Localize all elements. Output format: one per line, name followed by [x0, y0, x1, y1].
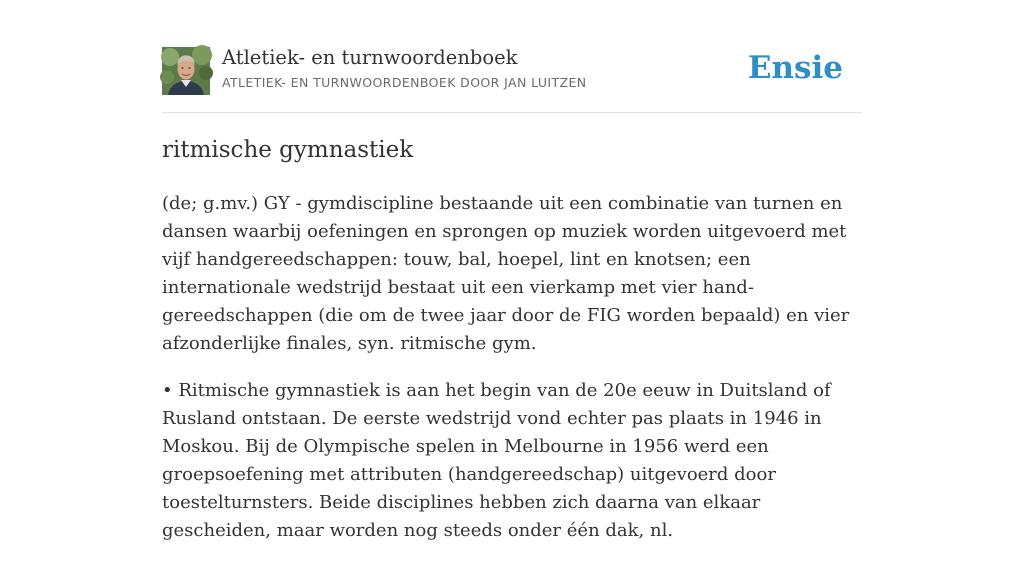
ensie-logo-link[interactable]: Ensie: [747, 50, 843, 86]
dictionary-subtitle[interactable]: ATLETIEK- EN TURNWOORDENBOEK DOOR JAN LUITZEN: [222, 75, 587, 90]
header-divider: [162, 112, 862, 113]
entry-definition: [162, 190, 862, 564]
definition-paragraph: (de; g.mv.) GY - gymdiscipline bestaande uit een combinatie van turnen en dansen waarbij oefeningen en sprongen op muziek worden uitgevoerd met vijf handgereedschappen: touw, bal, hoepel, lint en knotsen; een internationale wedstrijd bestaat uit een vierkamp met vier hand- gereedschappen (die om de twee jaar door de FIG worden bepaald) en vier afzonderlijke finales, syn. ritmische gym.: [162, 193, 850, 354]
dictionary-header: [162, 45, 862, 97]
history-paragraph: • Ritmische gymnastiek is aan het begin van de 20e eeuw in Duitsland of Rusland ontstaan. De eerste wedstrijd vond echter pas plaats in 1946 in Moskou. Bij de Olympische spelen in Melbourne in 1956 werd een groepsoefening met attributen (handgereedschap) uitgevoerd door toestelturnsters. Beide disciplines hebben zich daarna van elkaar gescheiden, maar worden nog steeds onder één dak, nl.: [162, 380, 831, 541]
author-photo: [162, 47, 210, 95]
entry-page: [162, 0, 862, 541]
dictionary-title[interactable]: Atletiek- en turnwoordenboek: [222, 46, 518, 69]
entry-term: ritmische gymnastiek: [162, 137, 414, 163]
author-avatar[interactable]: [162, 47, 210, 95]
